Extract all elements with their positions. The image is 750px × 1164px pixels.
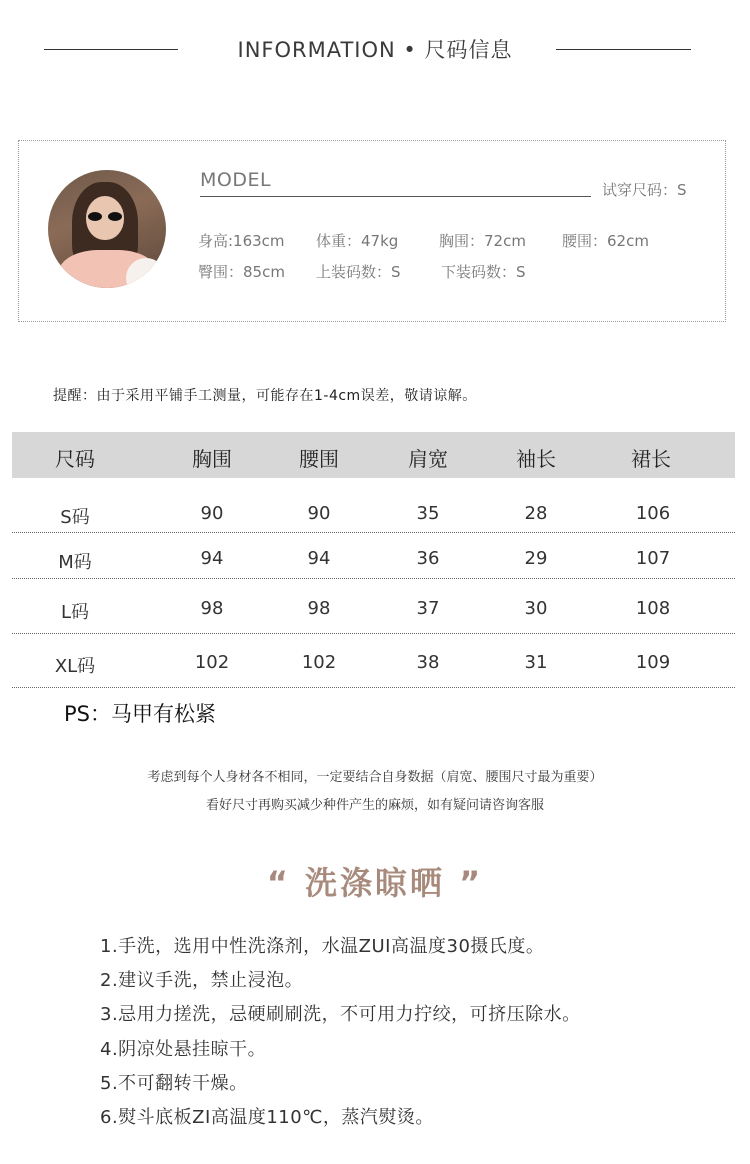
- header-skirt-length: 裙长: [631, 447, 671, 471]
- cell-bust: 102: [194, 652, 230, 673]
- cell-sleeve: 28: [524, 503, 548, 524]
- cell-shoulder: 38: [416, 652, 440, 673]
- measure-bust: 胸围：72cm: [439, 232, 526, 250]
- measure-waist: 腰围：62cm: [562, 232, 649, 250]
- cell-waist: 94: [307, 548, 331, 569]
- cell-shoulder: 36: [416, 548, 440, 569]
- header-line-right: [556, 49, 691, 50]
- fit-note-1: 考虑到每个人身材各不相同，一定要结合自身数据（肩宽、腰围尺寸最为重要）: [147, 770, 603, 785]
- cell-size: M码: [58, 552, 92, 573]
- row-divider: [12, 633, 735, 634]
- cell-sleeve: 29: [524, 548, 548, 569]
- model-underline: [200, 196, 591, 197]
- try-size: 试穿尺码：S: [602, 181, 687, 199]
- size-table-header: [12, 432, 735, 478]
- fit-note-2: 看好尺寸再购买减少种件产生的麻烦，如有疑问请咨询客服: [205, 798, 544, 813]
- row-divider: [12, 578, 735, 579]
- measure-bottom-size: 下装码数：S: [441, 263, 526, 281]
- ps-note: PS：马甲有松紧: [64, 702, 216, 726]
- cell-shoulder: 37: [416, 598, 440, 619]
- model-label: MODEL: [200, 169, 272, 191]
- page-title: INFORMATION • 尺码信息: [237, 38, 513, 62]
- care-item: 4.阴凉处悬挂晾干。: [100, 1039, 267, 1060]
- cell-skirt-length: 108: [635, 598, 671, 619]
- cell-sleeve: 30: [524, 598, 548, 619]
- row-divider: [12, 532, 735, 533]
- care-item: 1.手洗，选用中性洗涤剂，水温ZUI高温度30摄氏度。: [100, 936, 545, 957]
- measure-hip: 臀围：85cm: [198, 263, 285, 281]
- measurement-reminder: 提醒：由于采用平铺手工测量，可能存在1-4cm误差，敬请谅解。: [53, 388, 477, 404]
- model-card: [18, 140, 726, 322]
- care-item: 2.建议手洗，禁止浸泡。: [100, 970, 304, 991]
- cell-waist: 102: [301, 652, 337, 673]
- cell-size: S码: [60, 507, 90, 528]
- header-shoulder: 肩宽: [408, 447, 448, 471]
- cell-bust: 90: [200, 503, 224, 524]
- cell-waist: 98: [307, 598, 331, 619]
- cell-shoulder: 35: [416, 503, 440, 524]
- cell-skirt-length: 106: [635, 503, 671, 524]
- model-avatar: [48, 170, 166, 288]
- cell-size: L码: [60, 602, 90, 623]
- header-size: 尺码: [55, 447, 95, 471]
- cell-sleeve: 31: [524, 652, 548, 673]
- header-waist: 腰围: [299, 447, 339, 471]
- care-item: 5.不可翻转干燥。: [100, 1073, 248, 1094]
- header-bust: 胸围: [192, 447, 232, 471]
- cell-size: XL码: [54, 656, 96, 677]
- care-title: “ 洗涤晾晒 ”: [266, 864, 484, 902]
- cell-skirt-length: 109: [635, 652, 671, 673]
- cell-bust: 94: [200, 548, 224, 569]
- cell-bust: 98: [200, 598, 224, 619]
- measure-height: 身高:163cm: [198, 232, 285, 250]
- measure-top-size: 上装码数：S: [316, 263, 401, 281]
- care-item: 6.熨斗底板ZI高温度110℃，蒸汽熨烫。: [100, 1107, 434, 1128]
- header-sleeve: 袖长: [516, 447, 556, 471]
- cell-skirt-length: 107: [635, 548, 671, 569]
- care-item: 3.忌用力搓洗，忌硬刷刷洗，不可用力拧绞，可挤压除水。: [100, 1004, 581, 1025]
- measure-weight: 体重：47kg: [316, 232, 399, 250]
- row-divider: [12, 687, 735, 688]
- cell-waist: 90: [307, 503, 331, 524]
